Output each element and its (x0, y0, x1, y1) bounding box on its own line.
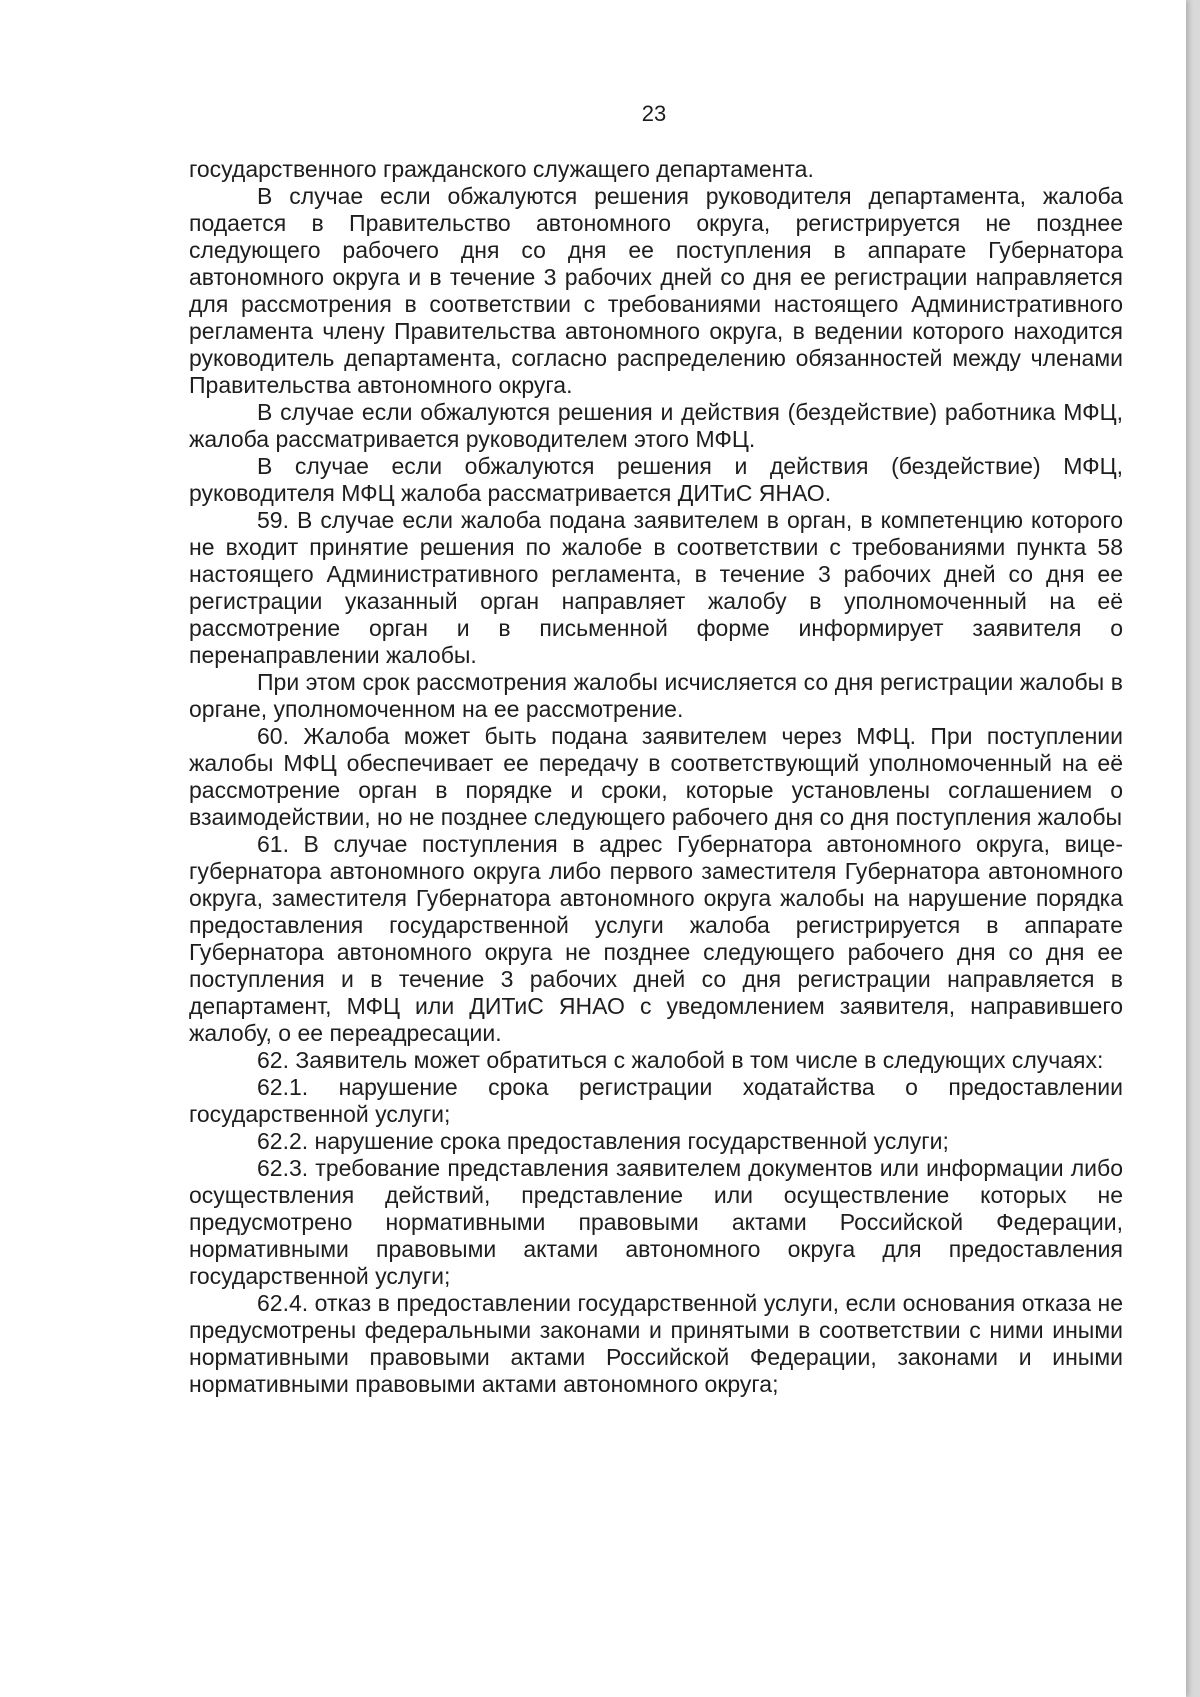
paragraph-clause-62-2: 62.2. нарушение срока предоставления государственной услуги; (257, 1128, 949, 1154)
paragraph-clause-62-1: 62.1. нарушение срока регистрации ходатайства о предоставлении государственной услуги; (189, 1074, 1123, 1127)
paragraph-clause-59: 59. В случае если жалоба подана заявителем в орган, в компетенцию которого не входит принятие решения по жалобе в соответствии с требованиями пункта 58 настоящего Административного регламента, в течение 3 рабочих дней со дня ее регистрации указанный орган направляет жалобу в уполномоченный на её рассмотрение орган и в письменной форме информирует заявителя о перенаправлении жалобы. (189, 507, 1123, 668)
paragraph-clause-61: 61. В случае поступления в адрес Губернатора автономного округа, вице-губернатора автономного округа либо первого заместителя Губернатора автономного округа, заместителя Губернатора автономного округа жалобы на нарушение порядка предоставления государственной услуги жалоба регистрируется в аппарате Губернатора автономного округа не позднее следующего рабочего дня со дня ее поступления и в течение 3 рабочих дней со дня регистрации направляется в департамент, МФЦ или ДИТиС ЯНАО с уведомлением заявителя, направившего жалобу, о ее переадресации. (189, 831, 1123, 1046)
paragraph-clause-62-4: 62.4. отказ в предоставлении государственной услуги, если основания отказа не предусмотрены федеральными законами и принятыми в соответствии с ними иными нормативными правовыми актами Российской Федерации, законами и иными нормативными правовыми актами автономного округа; (189, 1290, 1123, 1397)
paragraph-continuation: государственного гражданского служащего департамента. (189, 156, 814, 182)
paragraph-department-head-complaint: В случае если обжалуются решения руководителя департамента, жалоба подается в Правительство автономного округа, регистрируется не позднее следующего рабочего дня со дня ее поступления в аппарате Губернатора автономного округа и в течение 3 рабочих дней со дня ее регистрации направляется для рассмотрения в соответствии с требованиями настоящего Административного регламента члену Правительства автономного округа, в ведении которого находится руководитель департамента, согласно распределению обязанностей между членами Правительства автономного округа. (189, 183, 1123, 398)
paragraph-clause-62: 62. Заявитель может обратиться с жалобой в том числе в следующих случаях: (257, 1047, 1104, 1073)
paragraph-review-period: При этом срок рассмотрения жалобы исчисляется со дня регистрации жалобы в органе, уполномоченном на ее рассмотрение. (189, 669, 1123, 722)
paragraph-clause-60: 60. Жалоба может быть подана заявителем через МФЦ. При поступлении жалобы МФЦ обеспечивает ее передачу в соответствующий уполномоченный на её рассмотрение орган в порядке и сроки, которые установлены соглашением о взаимодействии, но не позднее следующего рабочего дня со дня поступления жалобы (189, 723, 1123, 830)
paragraph-clause-62-3: 62.3. требование представления заявителем документов или информации либо осуществления действий, представление или осуществление которых не предусмотрено нормативными правовыми актами Российской Федерации, нормативными правовыми актами автономного округа для предоставления государственной услуги; (189, 1155, 1123, 1289)
page-number: 23 (641, 101, 667, 126)
document-body (189, 156, 1123, 1398)
paragraph-mfc-employee-complaint: В случае если обжалуются решения и действия (бездействие) работника МФЦ, жалоба рассматривается руководителем этого МФЦ. (189, 399, 1123, 452)
paragraph-mfc-complaint: В случае если обжалуются решения и действия (бездействие) МФЦ, руководителя МФЦ жалоба рассматривается ДИТиС ЯНАО. (189, 453, 1123, 506)
